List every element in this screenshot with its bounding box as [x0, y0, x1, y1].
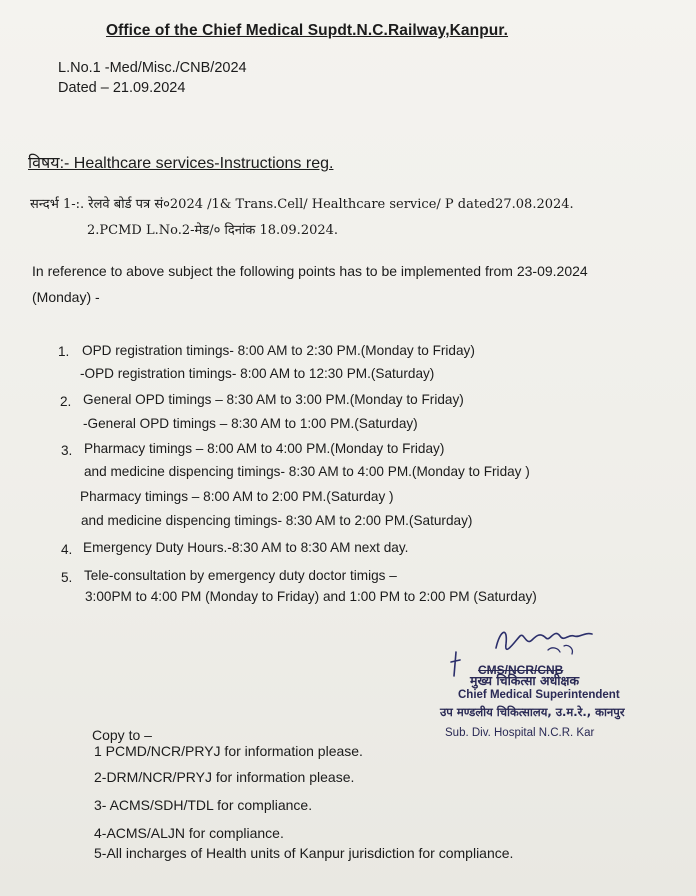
- point-line: Pharmacy timings – 8:00 AM to 4:00 PM.(Monday to Friday): [84, 441, 445, 456]
- point-line: Emergency Duty Hours.-8:30 AM to 8:30 AM next day.: [83, 540, 409, 555]
- point-line: 3:00PM to 4:00 PM (Monday to Friday) and 1:00 PM to 2:00 PM (Saturday): [85, 589, 537, 604]
- subject-line: विषय:- Healthcare services-Instructions reg.: [28, 155, 334, 172]
- point-line: OPD registration timings- 8:00 AM to 2:30 PM.(Monday to Friday): [82, 343, 475, 358]
- point-line: and medicine dispencing timings- 8:30 AM to 2:00 PM.(Saturday): [81, 513, 473, 528]
- point-line: -General OPD timings – 8:30 AM to 1:00 PM.(Saturday): [83, 416, 418, 431]
- office-title: Office of the Chief Medical Supdt.N.C.Railway,Kanpur.: [106, 22, 509, 39]
- point-line: Pharmacy timings – 8:00 AM to 2:00 PM.(Saturday ): [80, 489, 394, 504]
- stamp-code: CMS/NCR/CNB: [478, 663, 564, 677]
- point-number: 2.: [60, 394, 72, 409]
- point-number: 5.: [61, 570, 73, 585]
- stamp-english-title: Chief Medical Superintendent: [458, 689, 620, 701]
- stamp-hindi-title: मुख्य चिकित्सा अधीक्षक: [470, 673, 580, 688]
- point-line: -OPD registration timings- 8:00 AM to 12:30 PM.(Saturday): [80, 366, 435, 381]
- letter-date: Dated – 21.09.2024: [58, 80, 186, 96]
- copy-item: 2-DRM/NCR/PRYJ for information please.: [94, 769, 355, 785]
- point-number: 4.: [61, 542, 73, 557]
- copy-item: 5-All incharges of Health units of Kanpur jurisdiction for compliance.: [94, 845, 514, 861]
- point-line: and medicine dispencing timings- 8:30 AM to 4:00 PM.(Monday to Friday ): [84, 464, 530, 479]
- intro-line-2: (Monday) -: [32, 289, 100, 305]
- reference-line-1: सन्दर्भ 1-:. रेलवे बोर्ड पत्र सं०2024 /1& Trans.Cell/ Healthcare service/ P dated27.08.2024.: [30, 197, 574, 212]
- copy-heading: Copy to –: [92, 727, 152, 743]
- point-number: 3.: [61, 443, 73, 458]
- intro-line-1: In reference to above subject the following points has to be implemented from 23-09.2024: [32, 263, 588, 279]
- reference-line-2: 2.PCMD L.No.2-मेड/० दिनांक 18.09.2024.: [87, 223, 339, 238]
- letter-number: L.No.1 -Med/Misc./CNB/2024: [58, 60, 247, 76]
- stamp-english-hospital: Sub. Div. Hospital N.C.R. Kar: [445, 727, 595, 739]
- copy-item: 3- ACMS/SDH/TDL for compliance.: [94, 797, 313, 813]
- stamp-hindi-hospital: उप मण्डलीय चिकित्सालय, उ.म.रे., कानपुर: [440, 705, 625, 719]
- copy-item: 1 PCMD/NCR/PRYJ for information please.: [94, 743, 363, 759]
- copy-item: 4-ACMS/ALJN for compliance.: [94, 825, 284, 841]
- point-line: Tele-consultation by emergency duty doctor timigs –: [84, 568, 397, 583]
- tick-mark: [448, 650, 464, 680]
- point-line: General OPD timings – 8:30 AM to 3:00 PM.(Monday to Friday): [83, 392, 464, 407]
- point-number: 1.: [58, 344, 70, 359]
- signature-mark: [488, 618, 598, 666]
